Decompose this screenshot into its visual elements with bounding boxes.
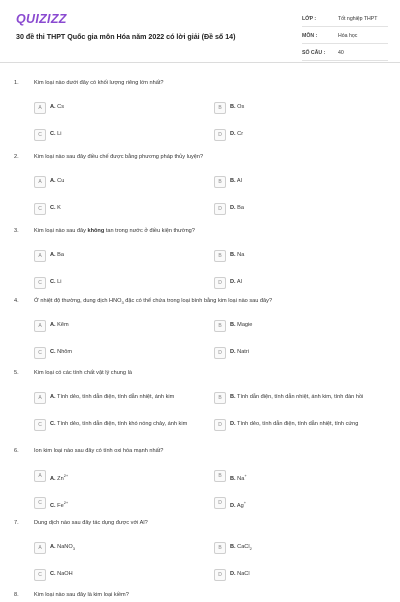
option-label: D. [230,205,236,211]
option-label: B. [230,178,236,184]
option-label: A. [50,252,56,258]
question-header [0,224,400,238]
answer-option-b[interactable] [214,100,384,120]
option-label: D. [230,502,236,509]
option-text [230,349,385,356]
info-value: Tốt nghiệp THPT [338,16,378,22]
option-value: Tính dẻo, tính dẫn điện, tính dẫn nhiệt, tính cứng [237,421,359,427]
answer-option-a[interactable] [34,468,204,488]
option-value: Cu [57,178,65,184]
option-text [230,279,385,286]
option-superscript: 2+ [63,500,69,505]
option-letter-box: C [34,497,46,509]
info-value: 40 [338,50,344,56]
option-letter-box: C [34,419,46,431]
answer-option-c[interactable] [34,567,204,587]
question-number: 3. [14,228,19,234]
option-label: C. [50,349,56,355]
option-letter-box: A [34,470,46,482]
question-item [0,366,400,444]
question-header [0,76,400,90]
answer-option-a[interactable] [34,390,204,410]
option-text [50,252,205,259]
options-grid [0,468,400,522]
option-letter-box: A [34,320,46,332]
option-text [50,205,205,212]
option-value: Natri [237,349,249,355]
info-label: MÔN : [302,33,318,39]
option-label: B. [230,544,236,550]
header-divider [0,62,400,63]
info-value: Hóa học [338,33,358,39]
question-number: 7. [14,520,19,526]
option-value: CaCl [237,544,250,550]
question-text-subscript: 3 [121,300,124,306]
option-text [50,279,205,286]
question-number: 1. [14,80,19,86]
answer-option-a[interactable] [34,540,204,560]
option-label: A. [50,322,56,328]
option-letter-box: D [214,277,226,289]
option-value: Na [237,475,245,482]
option-letter-box: B [214,392,226,404]
option-subscript: 2 [249,546,252,552]
option-label: A. [50,475,56,482]
option-letter-box: D [214,497,226,509]
option-value: NaOH [57,571,73,577]
info-panel [302,12,388,63]
answer-option-d[interactable] [214,345,384,365]
option-letter-box: B [214,250,226,262]
option-superscript: + [244,473,247,478]
question-text: Kim loại có các tính chất vật lý chung là [34,370,132,376]
option-label: B. [230,475,236,482]
option-text [50,421,205,428]
option-letter-box: C [34,203,46,215]
info-row-class [302,12,388,27]
option-value: Tính dẻo, tính dẫn điện, tính khó nóng chảy, ánh kim [57,421,188,427]
option-value: Zn [57,475,64,482]
question-text-part: đặc có thể chứa trong loại bình bằng kim loại nào sau đây? [123,298,273,304]
question-text-part: Ở nhiệt độ thường, dung dịch HNO [34,298,122,304]
option-value: Ba [237,205,244,211]
option-label: C. [50,502,56,509]
option-label: C. [50,131,56,137]
page-title: 30 đề thi THPT Quốc gia môn Hóa năm 2022 có lời giải (Đề số 14) [16,33,236,41]
info-row-subject [302,29,388,44]
option-label: B. [230,322,236,328]
question-item [0,224,400,302]
option-letter-box: A [34,542,46,554]
options-row [0,468,400,495]
options-grid [0,318,400,372]
options-grid [0,174,400,228]
answer-option-b[interactable] [214,174,384,194]
option-label: D. [230,349,236,355]
answer-option-d[interactable] [214,567,384,587]
option-letter-box: A [34,176,46,188]
option-label: B. [230,394,236,400]
option-value: Na [237,252,245,258]
option-letter-box: A [34,392,46,404]
question-item [0,294,400,372]
option-text [230,421,385,428]
question-header [0,444,400,458]
option-subscript: 3 [72,546,75,552]
option-superscript: 2+ [63,473,69,478]
option-value: Os [237,104,245,110]
option-text [50,544,205,552]
option-letter-box: C [34,569,46,581]
option-text [230,104,385,111]
option-value: Kẽm [57,322,69,328]
answer-option-c[interactable] [34,275,204,295]
answer-option-a[interactable] [34,318,204,338]
info-label: LỚP : [302,16,317,22]
question-text: Ion kim loại nào sau đây có tính oxi hóa mạnh nhất? [34,448,164,454]
option-label: A. [50,178,56,184]
option-text [230,472,385,483]
option-letter-box: D [214,203,226,215]
answer-option-d[interactable] [214,275,384,295]
answer-option-c[interactable] [34,417,204,437]
answer-option-d[interactable] [214,495,384,515]
question-number: 2. [14,154,19,160]
answer-option-d[interactable] [214,417,384,437]
option-text [50,472,205,483]
options-grid [0,100,400,154]
option-label: D. [230,279,236,285]
answer-option-b[interactable] [214,318,384,338]
option-label: D. [230,571,236,577]
option-value: Li [57,131,62,137]
options-grid [0,390,400,444]
answer-option-a[interactable] [34,174,204,194]
option-text [230,205,385,212]
option-letter-box: D [214,569,226,581]
option-text [50,322,205,329]
answer-option-b[interactable] [214,468,384,488]
question-text-part: tan trong nước ở điều kiện thường? [104,228,195,234]
question-item [0,150,400,228]
option-letter-box: A [34,250,46,262]
options-row [0,417,400,444]
option-value: NaNO [57,544,73,550]
question-number: 6. [14,448,19,454]
option-text [230,322,385,329]
question-text-emphasis: không [87,228,105,234]
option-label: C. [50,421,56,427]
info-label: SỐ CÂU : [302,50,326,56]
option-label: C. [50,279,56,285]
option-letter-box: D [214,419,226,431]
option-text [230,571,385,578]
answer-option-c[interactable] [34,345,204,365]
answer-option-b[interactable] [214,248,384,268]
question-text-part: Kim loại nào sau đây [34,228,88,234]
option-text [50,104,205,111]
option-text [230,252,385,259]
option-text [230,544,385,552]
option-label: A. [50,104,56,110]
options-row [0,248,400,275]
option-letter-box: B [214,542,226,554]
option-value: K [57,205,61,211]
question-text [34,298,384,305]
question-item [0,76,400,154]
answer-option-a[interactable] [34,248,204,268]
question-item [0,516,400,594]
option-value: Ag [236,502,244,509]
question-item [0,444,400,522]
option-letter-box: B [214,102,226,114]
option-label: B. [230,252,236,258]
option-value: Fe [57,502,64,509]
option-text [50,394,205,401]
answer-option-c[interactable] [34,127,204,147]
question-number: 5. [14,370,19,376]
answer-option-d[interactable] [214,127,384,147]
option-label: B. [230,104,236,110]
option-value: Cr [237,131,244,137]
question-text: Kim loại nào dưới đây có khối lượng riêng lớn nhất? [34,80,164,86]
options-row [0,390,400,417]
option-text [50,349,205,356]
option-letter-box: A [34,102,46,114]
brand-logo: QUIZIZZ [16,12,67,26]
question-text: Kim loại nào sau đây điều chế được bằng phương pháp thủy luyện? [34,154,204,160]
option-text [50,131,205,138]
option-letter-box: C [34,129,46,141]
option-text [230,178,385,185]
option-letter-box: C [34,277,46,289]
option-value: Magie [237,322,253,328]
option-letter-box: B [214,176,226,188]
options-grid [0,540,400,594]
question-number: 8. [14,592,19,598]
option-label: C. [50,571,56,577]
option-text [230,131,385,138]
question-text [34,228,384,234]
options-row [0,540,400,567]
question-header [0,516,400,530]
option-superscript: + [243,500,247,505]
option-letter-box: D [214,347,226,359]
question-number: 4. [14,298,19,304]
answer-option-c[interactable] [34,201,204,221]
option-label: D. [230,421,236,427]
option-value: Tính dẫn điện, tính dẫn nhiệt, ánh kim, tính đàn hồi [237,394,364,400]
options-row [0,318,400,345]
option-value: Al [236,279,242,285]
option-label: A. [50,394,56,400]
question-text: Kim loại nào sau đây là kim loại kiềm? [34,592,129,598]
option-label: C. [50,205,56,211]
option-value: Li [57,279,62,285]
option-value: Ba [57,252,64,258]
option-value: Nhôm [57,349,73,355]
options-row [0,100,400,127]
option-value: NaCl [237,571,250,577]
answer-option-a[interactable] [34,100,204,120]
question-header [0,150,400,164]
option-letter-box: D [214,129,226,141]
option-value: Tính dẻo, tính dẫn điện, tính dẫn nhiệt, ánh kim [57,394,175,400]
option-text [50,178,205,185]
options-row [0,174,400,201]
option-letter-box: B [214,320,226,332]
question-header [0,366,400,380]
option-text [230,499,385,510]
option-text [50,499,205,510]
question-header [0,294,400,308]
info-row-count [302,46,388,61]
answer-option-b[interactable] [214,390,384,410]
option-label: D. [230,131,236,137]
option-value: Al [236,178,242,184]
option-letter-box: C [34,347,46,359]
option-letter-box: B [214,470,226,482]
option-value: Cs [57,104,64,110]
option-text [230,394,385,401]
answer-option-c[interactable] [34,495,204,515]
answer-option-d[interactable] [214,201,384,221]
option-label: A. [50,544,56,550]
question-text: Dung dịch nào sau đây tác dụng được với Al? [34,520,148,526]
option-text [50,571,205,578]
answer-option-b[interactable] [214,540,384,560]
